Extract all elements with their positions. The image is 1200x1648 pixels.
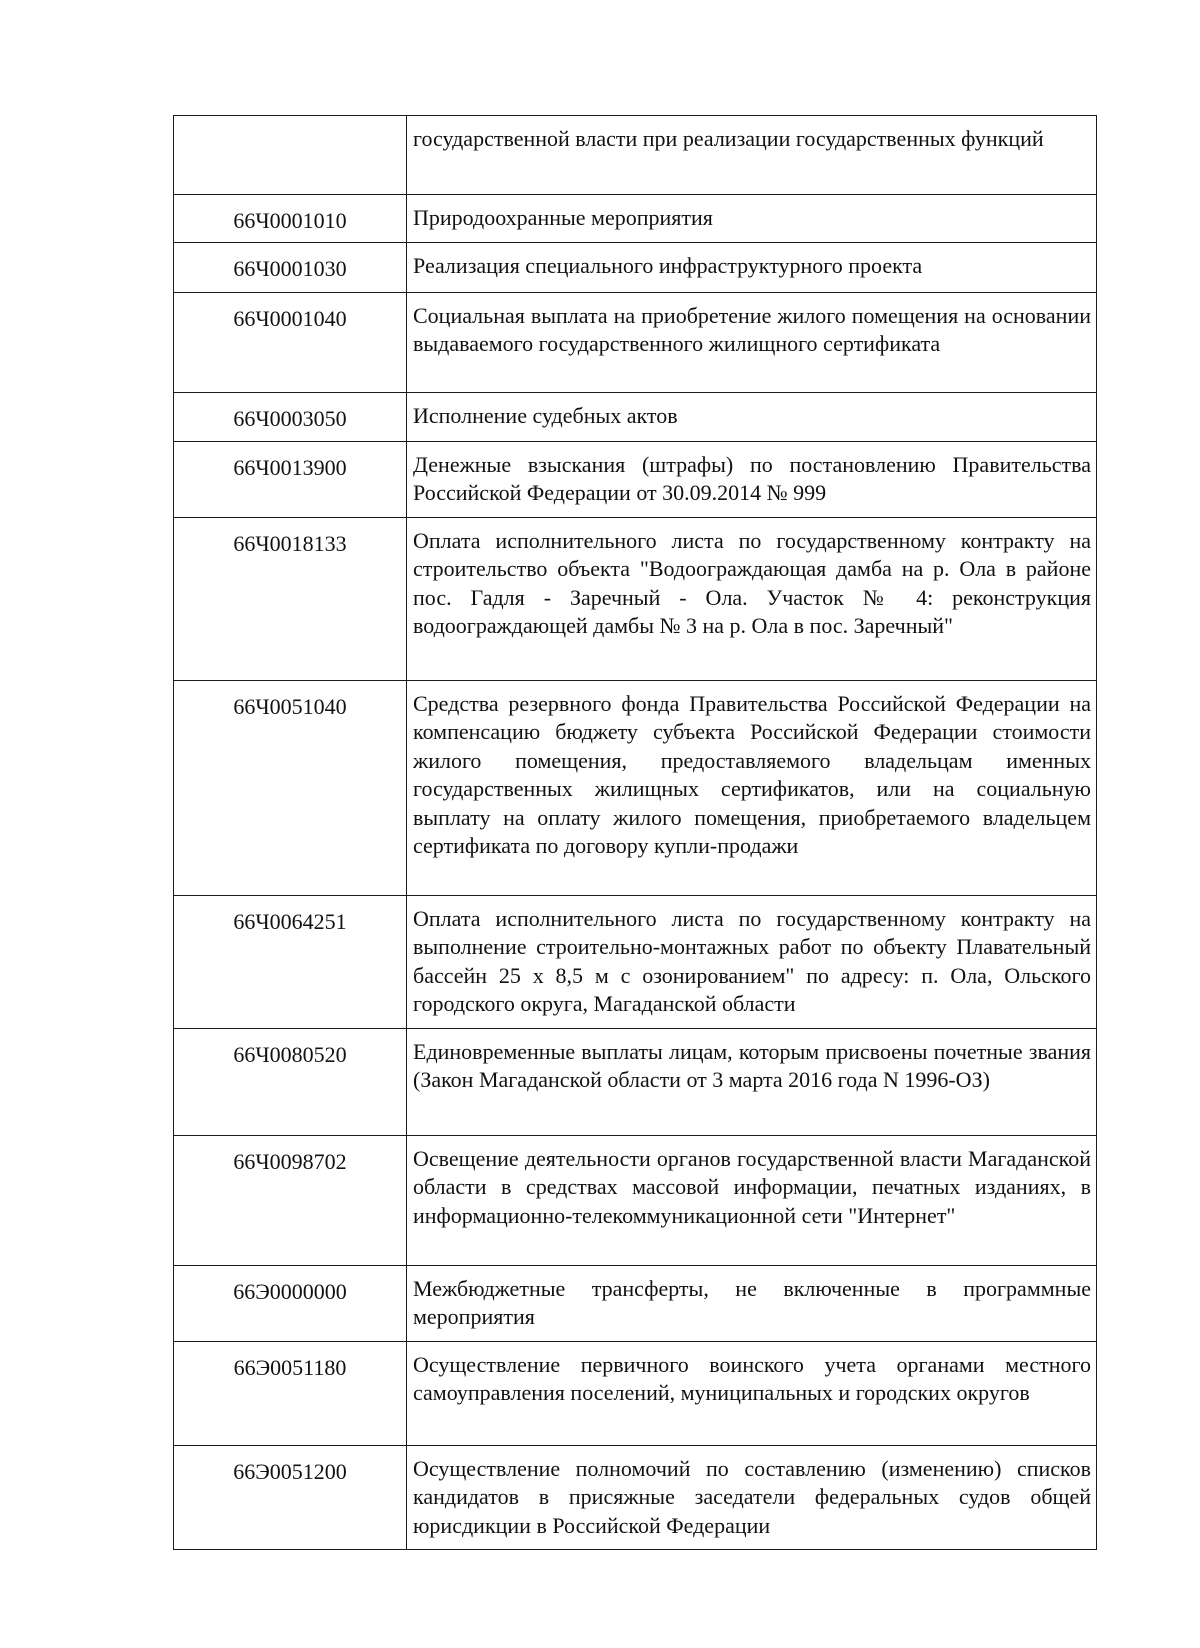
table-row: [174, 441, 1097, 517]
description-cell: Средства резервного фонда Правительства Российской Федерации на компенсацию бюджету субъекта Российской Федерации стоимости жилого помещения, предоставляемого владельцам именных государственных жилищных сертификатов, или на социальную выплату на оплату жилого помещения, приобретаемого владельцем сертификата по договору купли-продажи: [407, 680, 1097, 895]
description-cell: Осуществление полномочий по составлению (изменению) списков кандидатов в присяжные заседатели федеральных судов общей юрисдикции в Российской Федерации: [407, 1445, 1097, 1550]
table-row: [174, 1341, 1097, 1445]
code-cell: 66Ч0051040: [174, 680, 407, 895]
table-body: [174, 116, 1097, 1550]
table-row: [174, 517, 1097, 680]
table-row: [174, 195, 1097, 243]
table-row: [174, 1265, 1097, 1341]
code-cell: 66Ч0001040: [174, 292, 407, 392]
description-cell: Денежные взыскания (штрафы) по постановлению Правительства Российской Федерации от 30.09.2014 № 999: [407, 441, 1097, 517]
code-cell: 66Ч0098702: [174, 1135, 407, 1265]
code-cell: 66Э0000000: [174, 1265, 407, 1341]
budget-codes-table: [173, 115, 1097, 1550]
table-row: [174, 116, 1097, 195]
code-cell: 66Э0051200: [174, 1445, 407, 1550]
description-cell: Природоохранные мероприятия: [407, 195, 1097, 243]
table-row: [174, 1445, 1097, 1550]
table-row: [174, 292, 1097, 392]
description-cell: Исполнение судебных актов: [407, 392, 1097, 441]
code-cell: 66Ч0003050: [174, 392, 407, 441]
table-row: [174, 680, 1097, 895]
description-cell: Оплата исполнительного листа по государственному контракту на строительство объекта "Водоограждающая дамба на р. Ола в районе пос. Гадля - Заречный - Ола. Участок № 4: реконструкция водоограждающей дамбы № 3 на р. Ола в пос. Заречный": [407, 517, 1097, 680]
code-cell: 66Ч0064251: [174, 895, 407, 1028]
code-cell: 66Ч0018133: [174, 517, 407, 680]
code-cell: 66Э0051180: [174, 1341, 407, 1445]
table-row: [174, 1028, 1097, 1135]
code-cell: [174, 116, 407, 195]
description-cell: государственной власти при реализации государственных функций: [407, 116, 1097, 195]
code-cell: 66Ч0001010: [174, 195, 407, 243]
table-row: [174, 392, 1097, 441]
description-cell: Реализация специального инфраструктурного проекта: [407, 242, 1097, 292]
table-row: [174, 1135, 1097, 1265]
description-cell: Осуществление первичного воинского учета органами местного самоуправления поселений, муниципальных и городских округов: [407, 1341, 1097, 1445]
table-row: [174, 895, 1097, 1028]
description-cell: Оплата исполнительного листа по государственному контракту на выполнение строительно-монтажных работ по объекту Плавательный бассейн 25 х 8,5 м с озонированием" по адресу: п. Ола, Ольского городского округа, Магаданской области: [407, 895, 1097, 1028]
description-cell: Единовременные выплаты лицам, которым присвоены почетные звания (Закон Магаданской области от 3 марта 2016 года N 1996-ОЗ): [407, 1028, 1097, 1135]
description-cell: Социальная выплата на приобретение жилого помещения на основании выдаваемого государственного жилищного сертификата: [407, 292, 1097, 392]
description-cell: Освещение деятельности органов государственной власти Магаданской области в средствах массовой информации, печатных изданиях, в информационно-телекоммуникационной сети "Интернет": [407, 1135, 1097, 1265]
code-cell: 66Ч0080520: [174, 1028, 407, 1135]
description-cell: Межбюджетные трансферты, не включенные в программные мероприятия: [407, 1265, 1097, 1341]
table-row: [174, 242, 1097, 292]
code-cell: 66Ч0013900: [174, 441, 407, 517]
code-cell: 66Ч0001030: [174, 242, 407, 292]
